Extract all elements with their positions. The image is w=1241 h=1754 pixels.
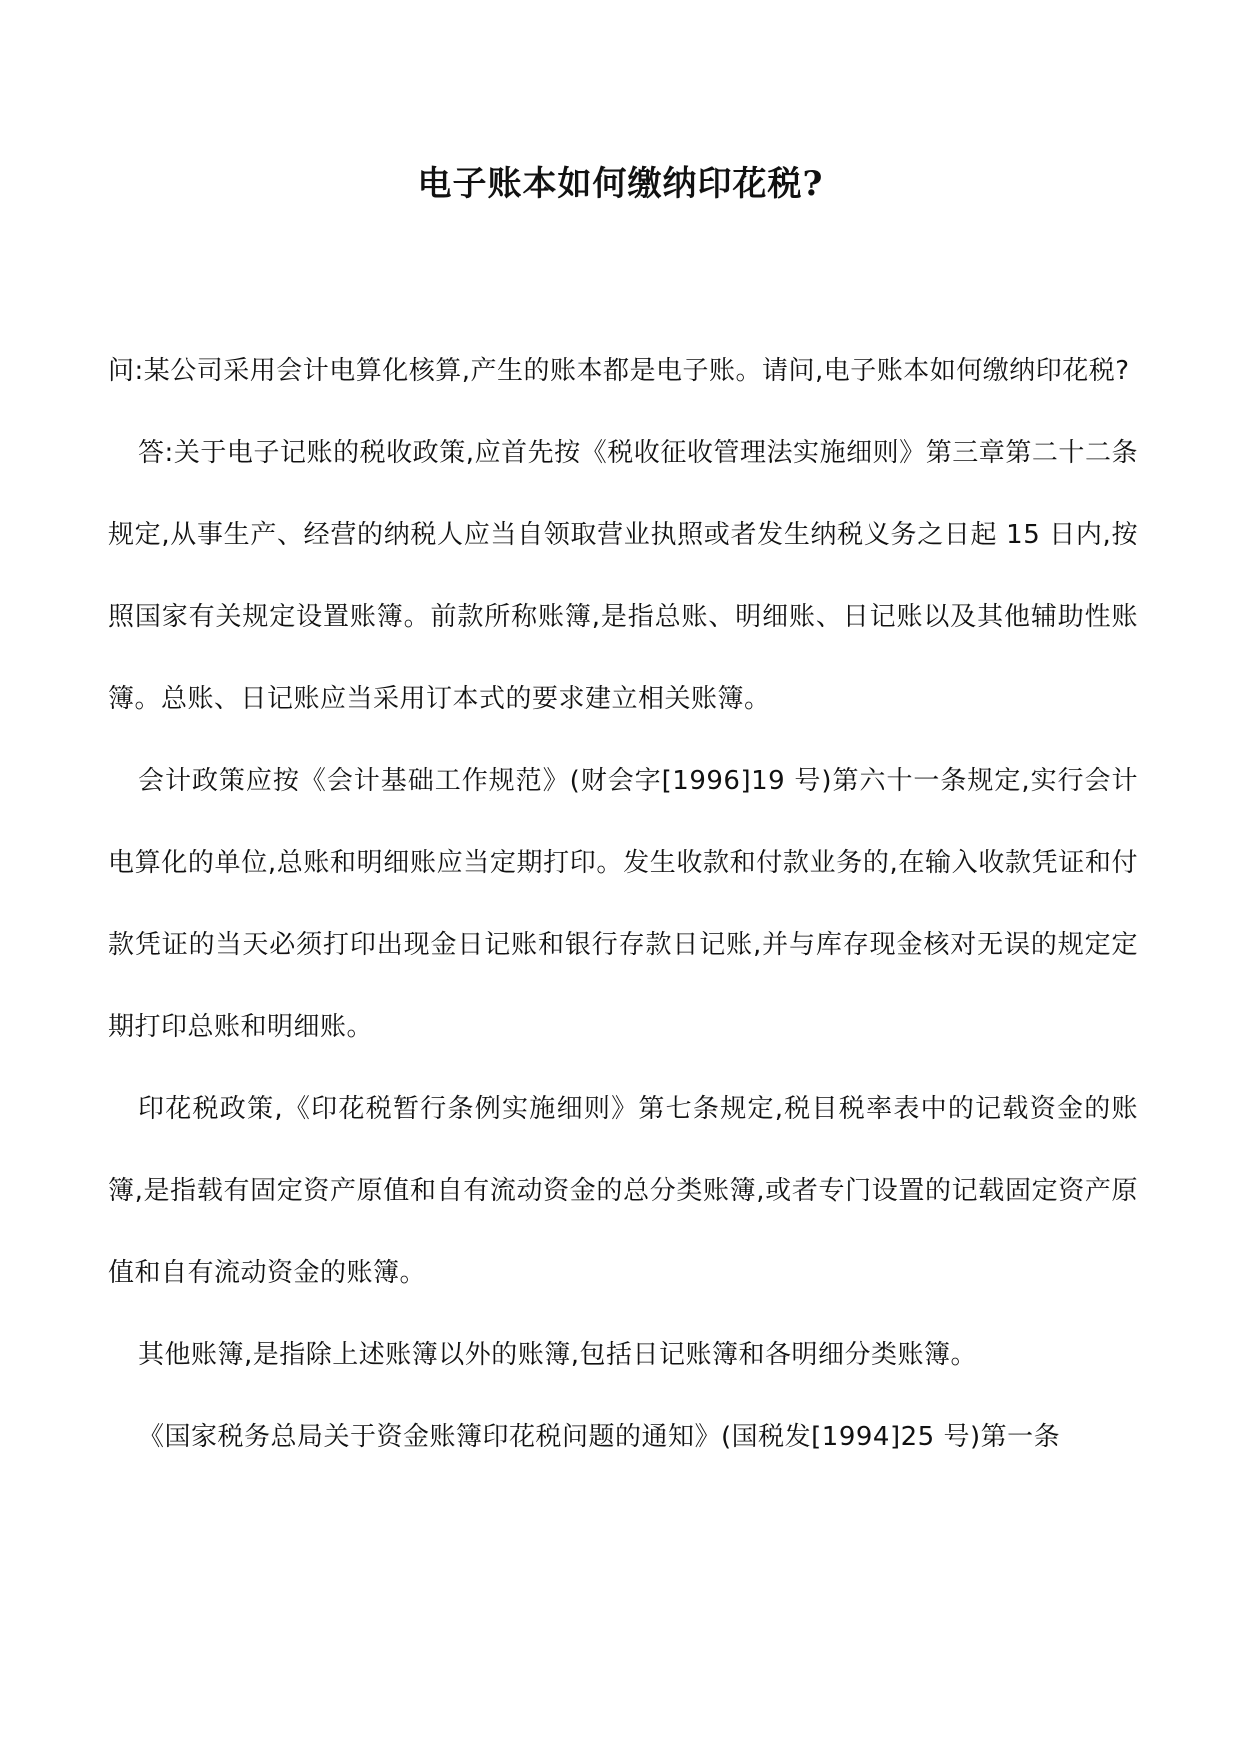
answer-paragraph: 答:关于电子记账的税收政策,应首先按《税收征收管理法实施细则》第三章第二十二条规定,从事生产、经营的纳税人应当自领取营业执照或者发生纳税义务之日起 15 日内,按照国家有关规定设置账簿。前款所称账簿,是指总账、明细账、日记账以及其他辅助性账簿。总账、日记账应当采用订本式的要求建立相关账簿。: [108, 438, 1138, 714]
question-paragraph: 问:某公司采用会计电算化核算,产生的账本都是电子账。请问,电子账本如何缴纳印花税?: [108, 356, 1130, 386]
stamp-tax-policy-paragraph: 印花税政策,《印花税暂行条例实施细则》第七条规定,税目税率表中的记载资金的账簿,是指载有固定资产原值和自有流动资金的总分类账簿,或者专门设置的记载固定资产原值和自有流动资金的账簿。: [108, 1094, 1138, 1288]
other-ledgers-paragraph: 其他账簿,是指除上述账簿以外的账簿,包括日记账簿和各明细分类账簿。: [138, 1340, 978, 1370]
document-title: 电子账本如何缴纳印花税?: [417, 164, 824, 204]
document-body: [108, 330, 1138, 1478]
notice-paragraph: 《国家税务总局关于资金账簿印花税问题的通知》(国税发[1994]25 号)第一条: [138, 1422, 1061, 1452]
accounting-policy-paragraph: 会计政策应按《会计基础工作规范》(财会字[1996]19 号)第六十一条规定,实行会计电算化的单位,总账和明细账应当定期打印。发生收款和付款业务的,在输入收款凭证和付款凭证的当天必须打印出现金日记账和银行存款日记账,并与库存现金核对无误的规定定期打印总账和明细账。: [108, 766, 1138, 1042]
